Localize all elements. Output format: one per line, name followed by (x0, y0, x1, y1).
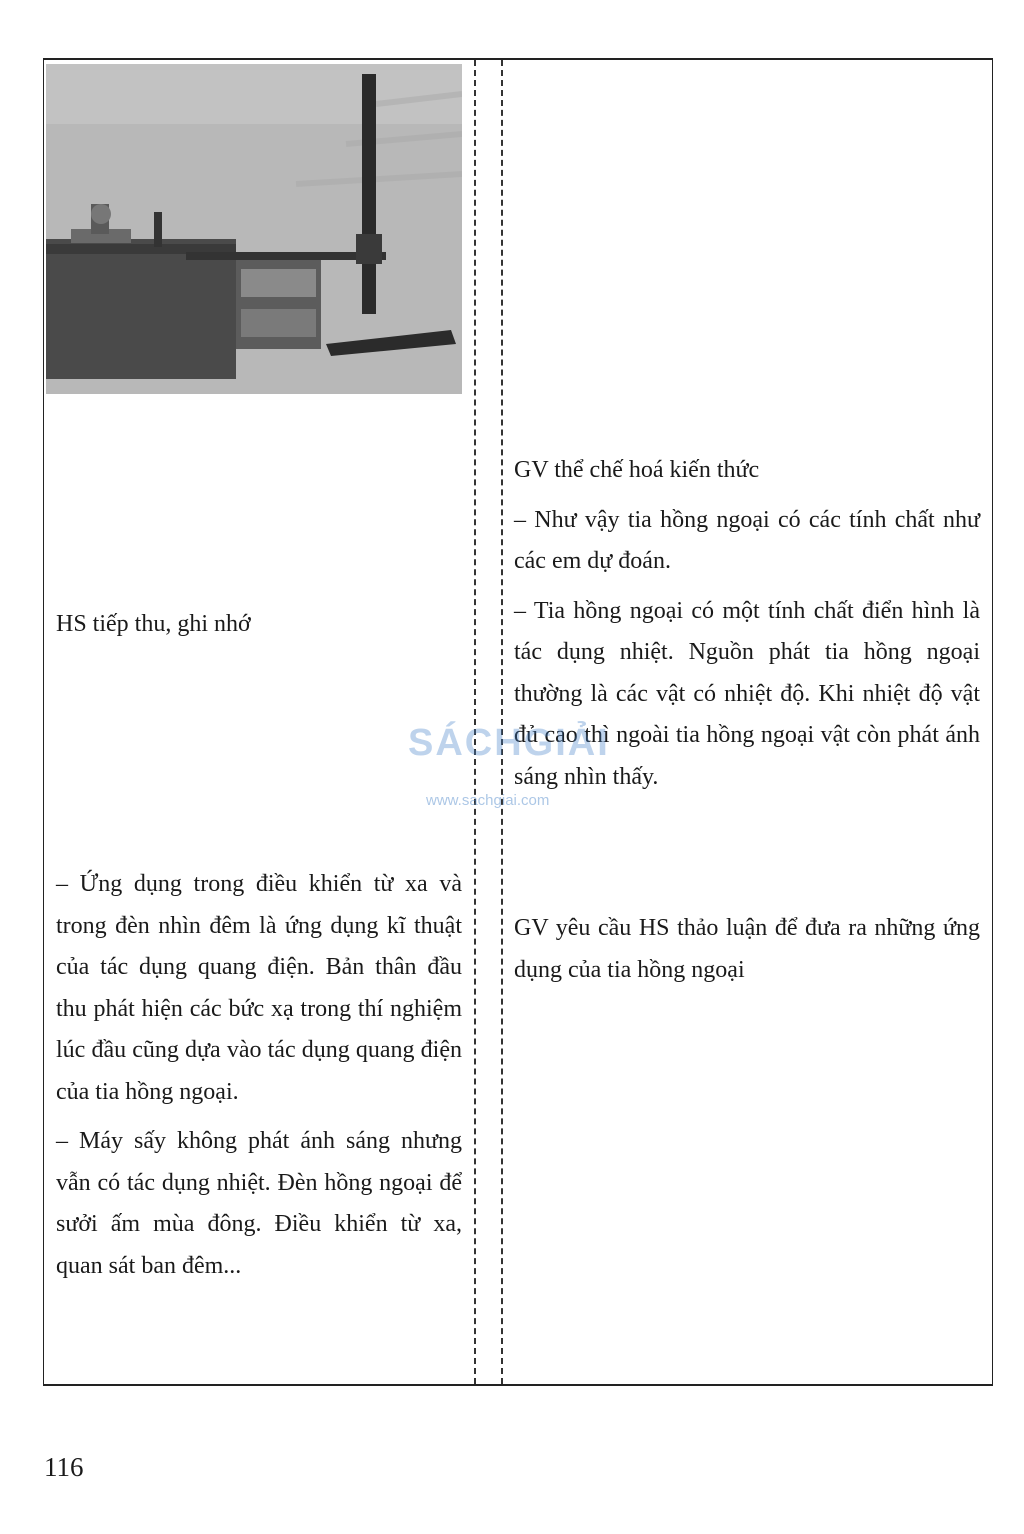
application-point-2: – Máy sấy không phát ánh sáng nhưng vẫn có tác dụng nhiệt. Đèn hồng ngoại để sưởi ấm mùa đông. Điều khiển từ xa, quan sát ban đêm... (56, 1128, 462, 1279)
applications-section (56, 864, 462, 1287)
teacher-section (514, 450, 980, 798)
teacher-point-2: – Tia hồng ngoại có một tính chất điển hình là tác dụng nhiệt. Nguồn phát tia hồng ngoại thường là các vật có nhiệt độ. Khi nhiệt độ vật đủ cao thì ngoài tia hồng ngoại vật còn phát ánh sáng nhìn thấy. (514, 597, 980, 790)
teacher-heading: GV thể chế hoá kiến thức (514, 457, 760, 483)
page-number: 116 (44, 1452, 84, 1482)
column-divider-left (474, 60, 476, 1384)
application-point-1: – Ứng dụng trong điều khiển từ xa và trong đèn nhìn đêm là ứng dụng kĩ thuật của tác dụng quang điện. Bản thân đầu thu phát hiện các bức xạ trong thí nghiệm lúc đầu cũng dựa vào tác dụng quang điện của tia hồng ngoại. (56, 871, 462, 1105)
experiment-apparatus-photo (46, 64, 462, 394)
watermark-brand: SÁCHGIẢI (408, 722, 610, 764)
student-note: HS tiếp thu, ghi nhớ (56, 611, 251, 637)
lesson-table (43, 58, 993, 1386)
watermark-url: www.sachgiai.com (426, 792, 550, 809)
teacher-point-1: – Như vậy tia hồng ngoại có các tính chất như các em dự đoán. (514, 506, 980, 574)
column-divider-right (501, 60, 503, 1384)
teacher-request: GV yêu cầu HS thảo luận để đưa ra những ứng dụng của tia hồng ngoại (514, 915, 980, 983)
